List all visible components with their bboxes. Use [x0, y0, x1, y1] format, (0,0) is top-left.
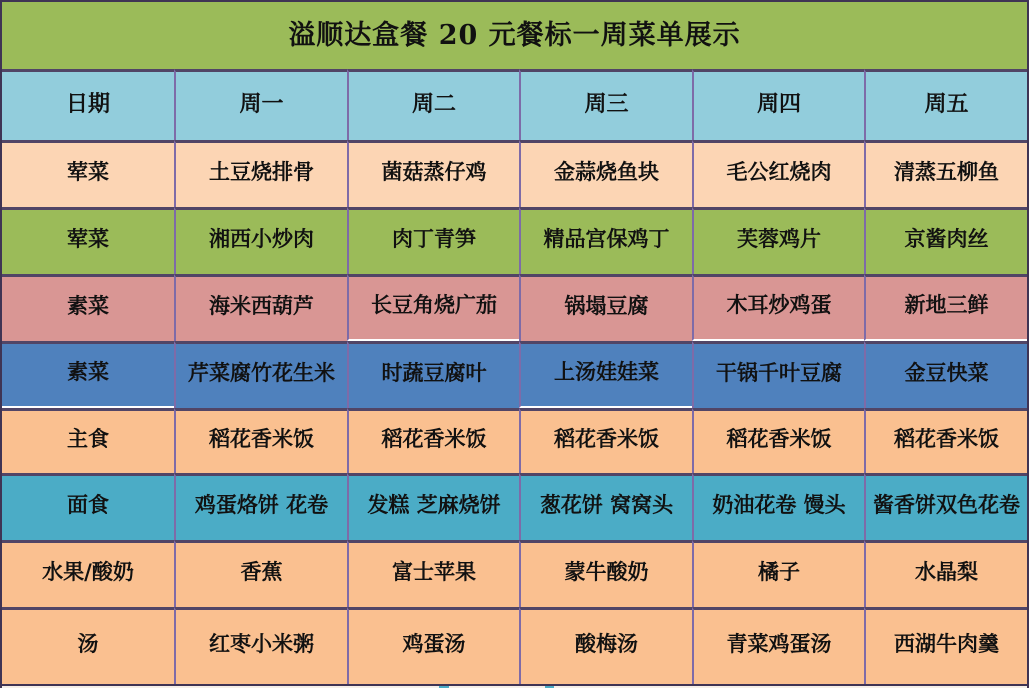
menu-row-1	[2, 207, 1027, 274]
menu-cell: 京酱肉丝	[864, 207, 1027, 274]
menu-row-4	[2, 408, 1027, 473]
menu-cell: 稻花香米饭	[174, 408, 347, 473]
row-label: 荤菜	[2, 207, 174, 274]
row-label: 素菜	[2, 274, 174, 341]
menu-cell: 干锅千叶豆腐	[692, 341, 864, 408]
menu-cell: 精品宫保鸡丁	[519, 207, 692, 274]
header-cell-1: 周一	[174, 69, 347, 140]
menu-cell: 长豆角烧广茄	[347, 274, 519, 341]
menu-cell: 芹菜腐竹花生米	[174, 341, 347, 408]
menu-cell: 蒙牛酸奶	[519, 540, 692, 607]
menu-cell: 发糕 芝麻烧饼	[347, 473, 519, 540]
menu-cell: 西湖牛肉羹	[864, 607, 1027, 684]
row-label: 素菜	[2, 341, 174, 408]
menu-row-5	[2, 473, 1027, 540]
menu-grid-body	[2, 140, 1027, 684]
menu-cell: 奶油花卷 馒头	[692, 473, 864, 540]
menu-row-6	[2, 540, 1027, 607]
menu-cell: 稻花香米饭	[692, 408, 864, 473]
menu-cell: 金蒜烧鱼块	[519, 140, 692, 207]
menu-cell: 香蕉	[174, 540, 347, 607]
menu-cell: 海米西葫芦	[174, 274, 347, 341]
menu-cell: 菌菇蒸仔鸡	[347, 140, 519, 207]
menu-cell: 橘子	[692, 540, 864, 607]
menu-cell: 富士苹果	[347, 540, 519, 607]
menu-cell: 稻花香米饭	[347, 408, 519, 473]
menu-title: 溢顺达盒餐 20 元餐标一周菜单展示	[2, 2, 1027, 69]
menu-cell: 水晶梨	[864, 540, 1027, 607]
row-label: 汤	[2, 607, 174, 684]
menu-cell: 红枣小米粥	[174, 607, 347, 684]
menu-cell: 鸡蛋烙饼 花卷	[174, 473, 347, 540]
menu-cell: 青菜鸡蛋汤	[692, 607, 864, 684]
menu-cell: 芙蓉鸡片	[692, 207, 864, 274]
row-label: 荤菜	[2, 140, 174, 207]
menu-cell: 土豆烧排骨	[174, 140, 347, 207]
row-label: 面食	[2, 473, 174, 540]
menu-cell: 新地三鲜	[864, 274, 1027, 341]
menu-cell: 木耳炒鸡蛋	[692, 274, 864, 341]
row-label: 水果/酸奶	[2, 540, 174, 607]
menu-cell: 鸡蛋汤	[347, 607, 519, 684]
menu-cell: 稻花香米饭	[519, 408, 692, 473]
menu-cell: 葱花饼 窝窝头	[519, 473, 692, 540]
menu-cell: 肉丁青笋	[347, 207, 519, 274]
header-cell-3: 周三	[519, 69, 692, 140]
header-row	[2, 69, 1027, 140]
menu-cell: 酸梅汤	[519, 607, 692, 684]
menu-row-0	[2, 140, 1027, 207]
menu-cell: 酱香饼双色花卷	[864, 473, 1027, 540]
menu-row-2	[2, 274, 1027, 341]
row-label: 主食	[2, 408, 174, 473]
menu-cell: 锅塌豆腐	[519, 274, 692, 341]
header-cell-2: 周二	[347, 69, 519, 140]
menu-cell: 金豆快菜	[864, 341, 1027, 408]
header-cell-0: 日期	[2, 69, 174, 140]
menu-cell: 上汤娃娃菜	[519, 341, 692, 408]
header-cell-5: 周五	[864, 69, 1027, 140]
menu-cell: 时蔬豆腐叶	[347, 341, 519, 408]
menu-cell: 毛公红烧肉	[692, 140, 864, 207]
menu-row-3	[2, 341, 1027, 408]
menu-cell: 清蒸五柳鱼	[864, 140, 1027, 207]
menu-row-7	[2, 607, 1027, 684]
menu-cell: 湘西小炒肉	[174, 207, 347, 274]
header-cell-4: 周四	[692, 69, 864, 140]
menu-cell: 稻花香米饭	[864, 408, 1027, 473]
